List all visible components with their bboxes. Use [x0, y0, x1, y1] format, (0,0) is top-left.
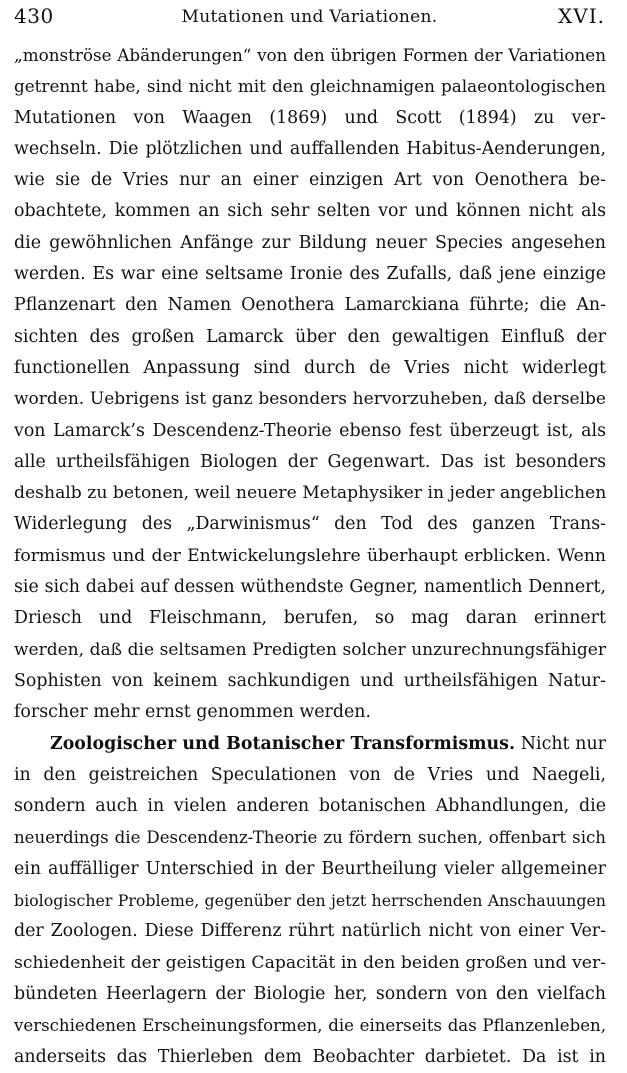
text-line: die gewöhnlichen Anfänge zur Bildung neuer Species angesehen [14, 232, 606, 253]
text-line: formismus und der Entwickelungslehre überhaupt erblicken. Wenn [14, 545, 606, 566]
text-line: obachtete, kommen an sich sehr selten vor und können nicht als [14, 201, 606, 222]
text-line: anderseits das Thierleben dem Beobachter darbietet. Da ist in [14, 1046, 606, 1067]
text-line: Sophisten von keinem sachkundigen und urtheilsfähigen Natur- [14, 670, 606, 691]
text-line: getrennt habe, sind nicht mit den gleichnamigen palaeontologischen [14, 76, 606, 97]
text-line: Mutationen von Waagen (1869) und Scott (1894) zu ver- [14, 107, 606, 128]
text-line: Widerlegung des „Darwinismus“ den Tod des ganzen Trans- [14, 514, 606, 535]
text-line: sie sich dabei auf dessen wüthendste Gegner, namentlich Dennert, [14, 577, 606, 598]
text-line: „monströse Abänderungen“ von den übrigen Formen der Variationen [14, 45, 606, 65]
section-heading: Zoologischer und Botanischer Transformismus. [50, 733, 516, 754]
section-heading-line [14, 729, 606, 760]
text-line: worden. Uebrigens ist ganz besonders hervorzuheben, daß derselbe [14, 389, 606, 410]
paragraph-1 [14, 40, 606, 729]
text-line: Pflanzenart den Namen Oenothera Lamarckiana führte; die An- [14, 295, 606, 316]
page-number: 430 [14, 4, 54, 28]
text-line: neuerdings die Descendenz-Theorie zu fördern suchen, offenbart sich [14, 828, 606, 848]
text-line: functionellen Anpassung sind durch de Vries nicht widerlegt [14, 357, 606, 378]
text-line: schiedenheit der geistigen Capacität in den beiden großen und ver- [14, 952, 606, 973]
text-line: deshalb zu betonen, weil neuere Metaphysiker in jeder angeblichen [14, 483, 606, 504]
text-line: alle urtheilsfähigen Biologen der Gegenwart. Das ist besonders [14, 451, 606, 472]
text-line: ein auffälliger Unterschied in der Beurtheilung vieler allgemeiner [14, 858, 606, 879]
text-line: verschiedenen Erscheinungsformen, die einerseits das Pflanzenleben, [14, 1016, 606, 1036]
text-line: biologischer Probleme, gegenüber den jetzt herrschenden Anschauungen [14, 891, 606, 911]
text-line: werden, daß die seltsamen Predigten solcher unzurechnungsfähiger [14, 639, 606, 660]
text-line: in den geistreichen Speculationen von de Vries und Naegeli, [14, 764, 606, 785]
chapter-number: XVI. [558, 4, 605, 28]
text-line: wie sie de Vries nur an einer einzigen Art von Oenothera be- [14, 170, 606, 191]
text-line: forscher mehr ernst genommen werden. [14, 702, 372, 723]
text-line: sichten des großen Lamarck über den gewaltigen Einfluß der [14, 326, 606, 347]
text-line: der Zoologen. Diese Differenz rührt natürlich nicht von einer Ver- [14, 921, 606, 942]
running-title: Mutationen und Variationen. [181, 7, 438, 27]
paragraph-2 [14, 729, 606, 1073]
text-run: Nicht nur [515, 733, 606, 754]
text-line: sondern auch in vielen anderen botanischen Abhandlungen, die [14, 796, 606, 817]
body-text [14, 40, 606, 1073]
text-line: werden. Es war eine seltsame Ironie des Zufalls, daß jene einzige [14, 264, 606, 285]
text-line: Driesch und Fleischmann, berufen, so mag daran erinnert [14, 608, 606, 629]
text-line: von Lamarck’s Descendenz-Theorie ebenso fest überzeugt ist, als [14, 420, 606, 441]
page-header [14, 4, 605, 34]
text-line: bündeten Heerlagern der Biologie her, sondern von den vielfach [14, 983, 606, 1004]
text-line: wechseln. Die plötzlichen und auffallenden Habitus-Aenderungen, [14, 138, 606, 159]
